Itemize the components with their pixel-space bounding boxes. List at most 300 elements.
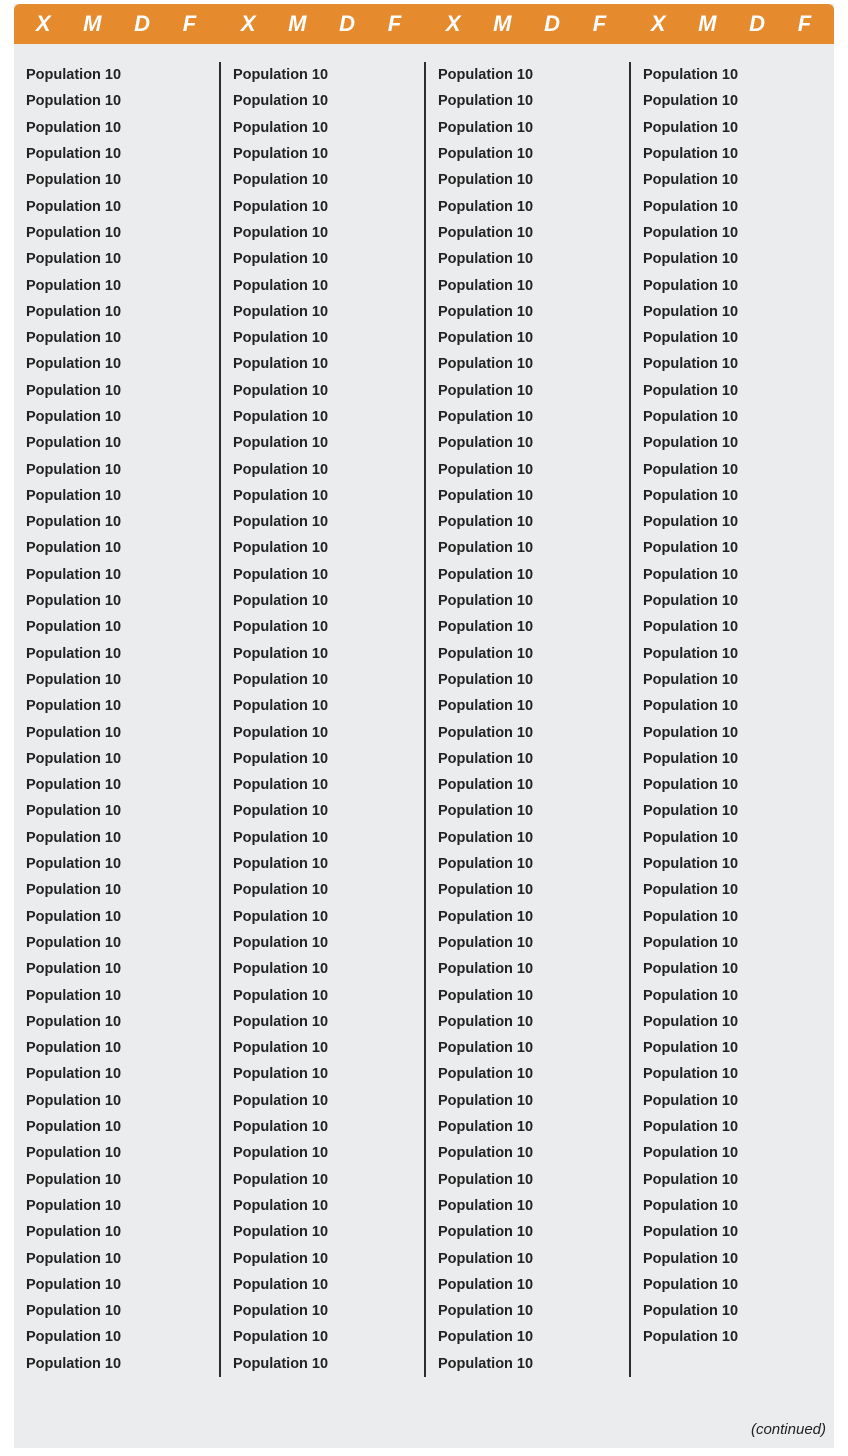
population-label: Population 10 [643, 961, 739, 978]
population-heading [631, 1088, 834, 1114]
population-label: Population 10 [233, 1250, 329, 1267]
population-heading [221, 1272, 424, 1298]
population-label: Population 10 [643, 1013, 739, 1030]
population-heading [14, 772, 219, 798]
population-label: Population 10 [26, 619, 122, 636]
population-label: Population 10 [233, 119, 329, 136]
population-heading [426, 1193, 629, 1219]
population-heading [631, 1193, 834, 1219]
population-heading [221, 272, 424, 298]
population-label: Population 10 [643, 1145, 739, 1162]
population-heading [221, 851, 424, 877]
population-label: Population 10 [438, 1066, 534, 1083]
population-label: Population 10 [643, 593, 739, 610]
population-label: Population 10 [438, 540, 534, 557]
population-heading [14, 1009, 219, 1035]
population-heading [14, 719, 219, 745]
population-label: Population 10 [643, 277, 739, 294]
population-label: Population 10 [233, 593, 329, 610]
population-label: Population 10 [233, 803, 329, 820]
population-heading [426, 904, 629, 930]
population-label: Population 10 [438, 1276, 534, 1293]
population-label: Population 10 [643, 829, 739, 846]
population-label: Population 10 [26, 1197, 122, 1214]
population-heading [14, 693, 219, 719]
population-heading [631, 141, 834, 167]
population-label: Population 10 [438, 856, 534, 873]
population-label: Population 10 [438, 1250, 534, 1267]
population-label: Population 10 [643, 1092, 739, 1109]
population-label: Population 10 [26, 645, 122, 662]
population-label: Population 10 [26, 566, 122, 583]
population-label: Population 10 [233, 356, 329, 373]
header-label-f: F [182, 11, 198, 36]
population-heading [221, 1009, 424, 1035]
population-heading [14, 483, 219, 509]
header-label-x: X [35, 11, 52, 36]
population-heading [14, 904, 219, 930]
population-heading [426, 325, 629, 351]
population-label: Population 10 [233, 987, 329, 1004]
population-label: Population 10 [643, 1040, 739, 1057]
population-label: Population 10 [26, 987, 122, 1004]
population-heading [14, 246, 219, 272]
population-label: Population 10 [26, 382, 122, 399]
population-label: Population 10 [233, 1329, 329, 1346]
population-label: Population 10 [233, 1171, 329, 1188]
population-label: Population 10 [26, 1145, 122, 1162]
population-label: Population 10 [438, 882, 534, 899]
population-heading [631, 1114, 834, 1140]
population-heading [221, 483, 424, 509]
population-label: Population 10 [643, 172, 739, 189]
population-label: Population 10 [438, 1013, 534, 1030]
population-heading [631, 1140, 834, 1166]
table-column-group [629, 62, 834, 1377]
population-heading [426, 588, 629, 614]
population-heading [221, 667, 424, 693]
population-label: Population 10 [26, 961, 122, 978]
population-label: Population 10 [233, 277, 329, 294]
population-heading [221, 1351, 424, 1377]
population-label: Population 10 [233, 146, 329, 163]
population-heading [221, 746, 424, 772]
table-body [14, 62, 834, 1377]
population-heading [221, 351, 424, 377]
population-label: Population 10 [643, 409, 739, 425]
population-label: Population 10 [26, 409, 122, 425]
population-label: Population 10 [233, 1303, 329, 1320]
header-label-m: M [288, 11, 308, 36]
population-heading [221, 772, 424, 798]
population-label: Population 10 [26, 671, 122, 688]
population-heading [426, 115, 629, 141]
population-label: Population 10 [438, 277, 534, 294]
population-heading [14, 1219, 219, 1245]
population-label: Population 10 [643, 487, 739, 504]
population-heading [14, 956, 219, 982]
population-heading [631, 62, 834, 88]
population-label: Population 10 [26, 856, 122, 873]
population-label: Population 10 [643, 750, 739, 767]
population-heading [14, 88, 219, 114]
population-heading [631, 825, 834, 851]
population-heading [426, 772, 629, 798]
population-heading [426, 299, 629, 325]
population-heading [631, 1009, 834, 1035]
population-heading [221, 562, 424, 588]
population-heading [14, 1298, 219, 1324]
population-heading [426, 1061, 629, 1087]
header-label-m: M [698, 11, 718, 36]
population-heading [221, 193, 424, 219]
population-label: Population 10 [233, 487, 329, 504]
population-heading [426, 1114, 629, 1140]
population-heading [426, 930, 629, 956]
population-heading [426, 641, 629, 667]
population-label: Population 10 [26, 1276, 122, 1293]
population-label: Population 10 [643, 356, 739, 373]
population-heading [14, 851, 219, 877]
population-heading [14, 1140, 219, 1166]
population-heading [426, 825, 629, 851]
population-label: Population 10 [438, 908, 534, 925]
population-heading [221, 719, 424, 745]
population-label: Population 10 [438, 593, 534, 610]
population-heading [426, 378, 629, 404]
population-label: Population 10 [438, 934, 534, 951]
population-heading [426, 562, 629, 588]
population-heading [14, 1061, 219, 1087]
population-label: Population 10 [643, 803, 739, 820]
population-label: Population 10 [26, 146, 122, 163]
population-heading [221, 1245, 424, 1271]
population-label: Population 10 [643, 882, 739, 899]
population-heading [631, 562, 834, 588]
population-label: Population 10 [438, 566, 534, 583]
population-heading [631, 1324, 834, 1350]
header-label-x: X [240, 11, 257, 36]
population-label: Population 10 [438, 1329, 534, 1346]
population-label: Population 10 [643, 1329, 739, 1346]
population-label: Population 10 [643, 1303, 739, 1320]
population-label: Population 10 [26, 67, 122, 84]
population-label: Population 10 [26, 1250, 122, 1267]
population-heading [221, 62, 424, 88]
population-label: Population 10 [26, 593, 122, 610]
population-heading [14, 404, 219, 430]
table-column-group [219, 62, 424, 1377]
population-heading [221, 456, 424, 482]
population-heading [221, 904, 424, 930]
population-label: Population 10 [233, 514, 329, 531]
population-heading [426, 1324, 629, 1350]
population-heading [14, 562, 219, 588]
population-heading [14, 1324, 219, 1350]
population-label: Population 10 [438, 829, 534, 846]
population-heading [221, 641, 424, 667]
population-label: Population 10 [643, 119, 739, 136]
population-label: Population 10 [438, 119, 534, 136]
population-heading [426, 62, 629, 88]
population-heading [631, 272, 834, 298]
population-label: Population 10 [643, 146, 739, 163]
population-label: Population 10 [438, 645, 534, 662]
population-heading [631, 1272, 834, 1298]
population-label: Population 10 [26, 172, 122, 189]
population-heading [631, 851, 834, 877]
population-label: Population 10 [26, 1040, 122, 1057]
population-label: Population 10 [233, 645, 329, 662]
population-label: Population 10 [26, 1355, 122, 1372]
population-heading [14, 1351, 219, 1377]
population-label: Population 10 [233, 777, 329, 794]
population-heading [14, 825, 219, 851]
population-label: Population 10 [26, 724, 122, 741]
population-label: Population 10 [26, 303, 122, 320]
population-heading [14, 325, 219, 351]
population-heading [631, 535, 834, 561]
population-label: Population 10 [438, 382, 534, 399]
population-label: Population 10 [643, 1276, 739, 1293]
population-label: Population 10 [233, 1145, 329, 1162]
header-label-m: M [493, 11, 513, 36]
population-label: Population 10 [643, 251, 739, 268]
population-heading [221, 141, 424, 167]
population-label: Population 10 [438, 1355, 534, 1372]
population-label: Population 10 [26, 540, 122, 557]
header-group [219, 4, 424, 44]
population-heading [631, 1219, 834, 1245]
population-heading [426, 404, 629, 430]
population-heading [631, 167, 834, 193]
population-label: Population 10 [438, 251, 534, 268]
population-heading [426, 851, 629, 877]
header-label-f: F [592, 11, 608, 36]
population-heading [426, 956, 629, 982]
population-label: Population 10 [438, 961, 534, 978]
header-group [14, 4, 219, 44]
population-heading [14, 1035, 219, 1061]
population-label: Population 10 [438, 1092, 534, 1109]
population-label: Population 10 [26, 1119, 122, 1136]
population-label: Population 10 [643, 1066, 739, 1083]
population-heading [631, 693, 834, 719]
population-label: Population 10 [643, 330, 739, 347]
population-label: Population 10 [233, 198, 329, 215]
population-label: Population 10 [26, 1224, 122, 1241]
population-label: Population 10 [26, 1329, 122, 1346]
population-heading [221, 1088, 424, 1114]
population-label: Population 10 [643, 303, 739, 320]
population-heading [426, 1166, 629, 1192]
header-group [424, 4, 629, 44]
population-heading [631, 614, 834, 640]
population-heading [631, 746, 834, 772]
population-heading [14, 509, 219, 535]
population-heading [221, 115, 424, 141]
population-heading [426, 246, 629, 272]
population-heading [631, 1298, 834, 1324]
population-heading [221, 167, 424, 193]
population-label: Population 10 [233, 882, 329, 899]
population-label: Population 10 [438, 1171, 534, 1188]
population-heading [221, 877, 424, 903]
population-label: Population 10 [233, 908, 329, 925]
population-label: Population 10 [643, 1171, 739, 1188]
population-label: Population 10 [233, 934, 329, 951]
population-heading [631, 1166, 834, 1192]
population-label: Population 10 [26, 777, 122, 794]
population-label: Population 10 [26, 514, 122, 531]
population-label: Population 10 [233, 619, 329, 636]
table-header [14, 4, 834, 44]
population-label: Population 10 [438, 698, 534, 715]
population-label: Population 10 [643, 671, 739, 688]
population-label: Population 10 [26, 1066, 122, 1083]
population-heading [426, 141, 629, 167]
header-label-m: M [83, 11, 103, 36]
population-label: Population 10 [233, 461, 329, 478]
population-label: Population 10 [438, 93, 534, 110]
population-heading [426, 1272, 629, 1298]
population-label: Population 10 [26, 803, 122, 820]
population-heading [221, 430, 424, 456]
table-column-group [424, 62, 629, 1377]
population-heading [631, 1035, 834, 1061]
header-label-x: X [445, 11, 462, 36]
population-label: Population 10 [26, 882, 122, 899]
population-heading [221, 1114, 424, 1140]
population-label: Population 10 [26, 435, 122, 452]
population-label: Population 10 [438, 777, 534, 794]
header-label-d: D [749, 11, 767, 36]
population-label: Population 10 [643, 461, 739, 478]
population-label: Population 10 [26, 1303, 122, 1320]
population-label: Population 10 [26, 251, 122, 268]
population-heading [426, 1219, 629, 1245]
population-heading [221, 956, 424, 982]
population-heading [426, 167, 629, 193]
population-label: Population 10 [26, 224, 122, 241]
population-heading [221, 404, 424, 430]
population-label: Population 10 [643, 1250, 739, 1267]
population-heading [221, 1140, 424, 1166]
header-group [629, 4, 834, 44]
population-heading [221, 1193, 424, 1219]
population-label: Population 10 [26, 908, 122, 925]
population-heading [426, 1351, 629, 1377]
population-heading [14, 62, 219, 88]
population-heading [221, 535, 424, 561]
population-label: Population 10 [233, 251, 329, 268]
population-label: Population 10 [233, 1197, 329, 1214]
population-label: Population 10 [26, 934, 122, 951]
population-label: Population 10 [438, 146, 534, 163]
population-heading [14, 798, 219, 824]
population-heading [221, 588, 424, 614]
header-label-d: D [544, 11, 562, 36]
population-heading [14, 272, 219, 298]
population-label: Population 10 [643, 777, 739, 794]
population-heading [631, 1245, 834, 1271]
population-heading [426, 220, 629, 246]
header-label-d: D [339, 11, 357, 36]
population-heading [631, 299, 834, 325]
population-label: Population 10 [26, 119, 122, 136]
population-label: Population 10 [643, 198, 739, 215]
population-label: Population 10 [643, 1224, 739, 1241]
population-label: Population 10 [438, 409, 534, 425]
population-label: Population 10 [438, 67, 534, 84]
population-label: Population 10 [233, 750, 329, 767]
population-heading [631, 772, 834, 798]
population-heading [426, 746, 629, 772]
population-label: Population 10 [26, 93, 122, 110]
population-heading [14, 456, 219, 482]
population-label: Population 10 [438, 514, 534, 531]
population-label: Population 10 [233, 1119, 329, 1136]
population-label: Population 10 [643, 698, 739, 715]
population-heading [426, 535, 629, 561]
population-label: Population 10 [233, 330, 329, 347]
population-label: Population 10 [438, 724, 534, 741]
population-label: Population 10 [233, 303, 329, 320]
population-heading [221, 325, 424, 351]
population-heading [631, 509, 834, 535]
population-heading [14, 1193, 219, 1219]
population-label: Population 10 [438, 750, 534, 767]
population-label: Population 10 [233, 224, 329, 241]
population-label: Population 10 [438, 1040, 534, 1057]
population-label: Population 10 [233, 435, 329, 452]
population-label: Population 10 [643, 619, 739, 636]
population-heading [221, 378, 424, 404]
population-heading [14, 115, 219, 141]
population-label: Population 10 [233, 1224, 329, 1241]
population-heading [221, 246, 424, 272]
population-heading [221, 825, 424, 851]
header-label-d: D [134, 11, 152, 36]
population-heading [631, 115, 834, 141]
population-heading [221, 1166, 424, 1192]
population-heading [426, 456, 629, 482]
header-label-x: X [650, 11, 667, 36]
population-heading [631, 904, 834, 930]
population-label: Population 10 [643, 934, 739, 951]
population-label: Population 10 [26, 277, 122, 294]
population-heading [221, 88, 424, 114]
population-label: Population 10 [438, 1145, 534, 1162]
population-label: Population 10 [438, 619, 534, 636]
population-label: Population 10 [438, 803, 534, 820]
population-label: Population 10 [438, 172, 534, 189]
population-heading [221, 509, 424, 535]
population-heading [426, 1035, 629, 1061]
population-label: Population 10 [643, 856, 739, 873]
population-heading [14, 1114, 219, 1140]
population-heading [14, 193, 219, 219]
population-heading [631, 404, 834, 430]
population-label: Population 10 [438, 1303, 534, 1320]
population-heading [631, 378, 834, 404]
population-heading [14, 982, 219, 1008]
population-label: Population 10 [233, 829, 329, 846]
population-label: Population 10 [438, 224, 534, 241]
population-heading [426, 719, 629, 745]
population-heading [426, 1245, 629, 1271]
population-heading [14, 430, 219, 456]
